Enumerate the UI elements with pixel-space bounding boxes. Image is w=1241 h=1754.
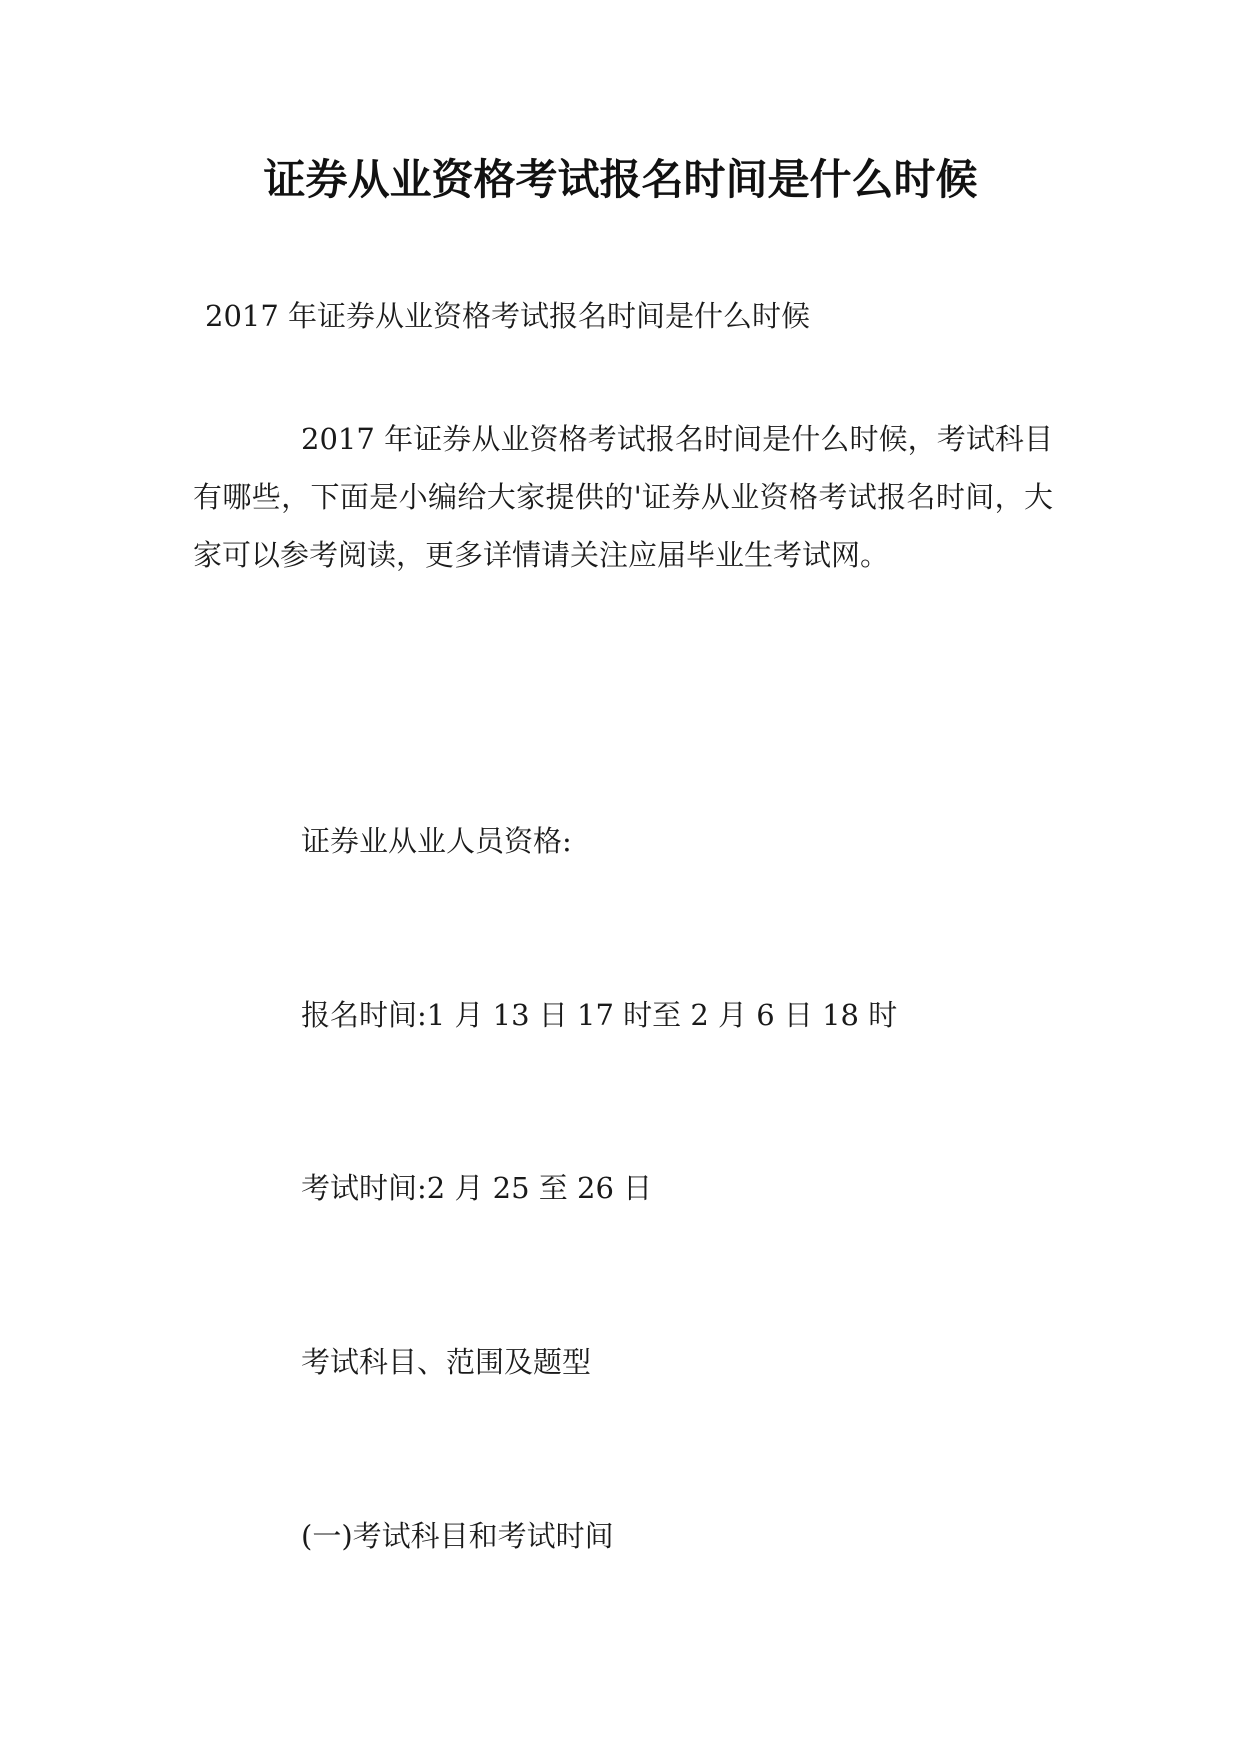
registration-time: 报名时间:1 月 13 日 17 时至 2 月 6 日 18 时	[301, 998, 898, 1032]
document-title: 证券从业资格考试报名时间是什么时候	[263, 155, 978, 204]
exam-time: 考试时间:2 月 25 至 26 日	[301, 1171, 653, 1205]
section-qualification: 证券业从业人员资格:	[301, 824, 572, 858]
exam-subjects-heading: 考试科目、范围及题型	[301, 1345, 592, 1379]
intro-paragraph: 2017 年证券从业资格考试报名时间是什么时候，考试科目有哪些，下面是小编给大家提供的'证券从业资格考试报名时间，大家可以参考阅读，更多详情请关注应届毕业生考试网。	[193, 422, 1053, 572]
document-subtitle: 2017 年证券从业资格考试报名时间是什么时候	[205, 299, 811, 333]
exam-subjects-subheading: (一)考试科目和考试时间	[301, 1519, 614, 1553]
